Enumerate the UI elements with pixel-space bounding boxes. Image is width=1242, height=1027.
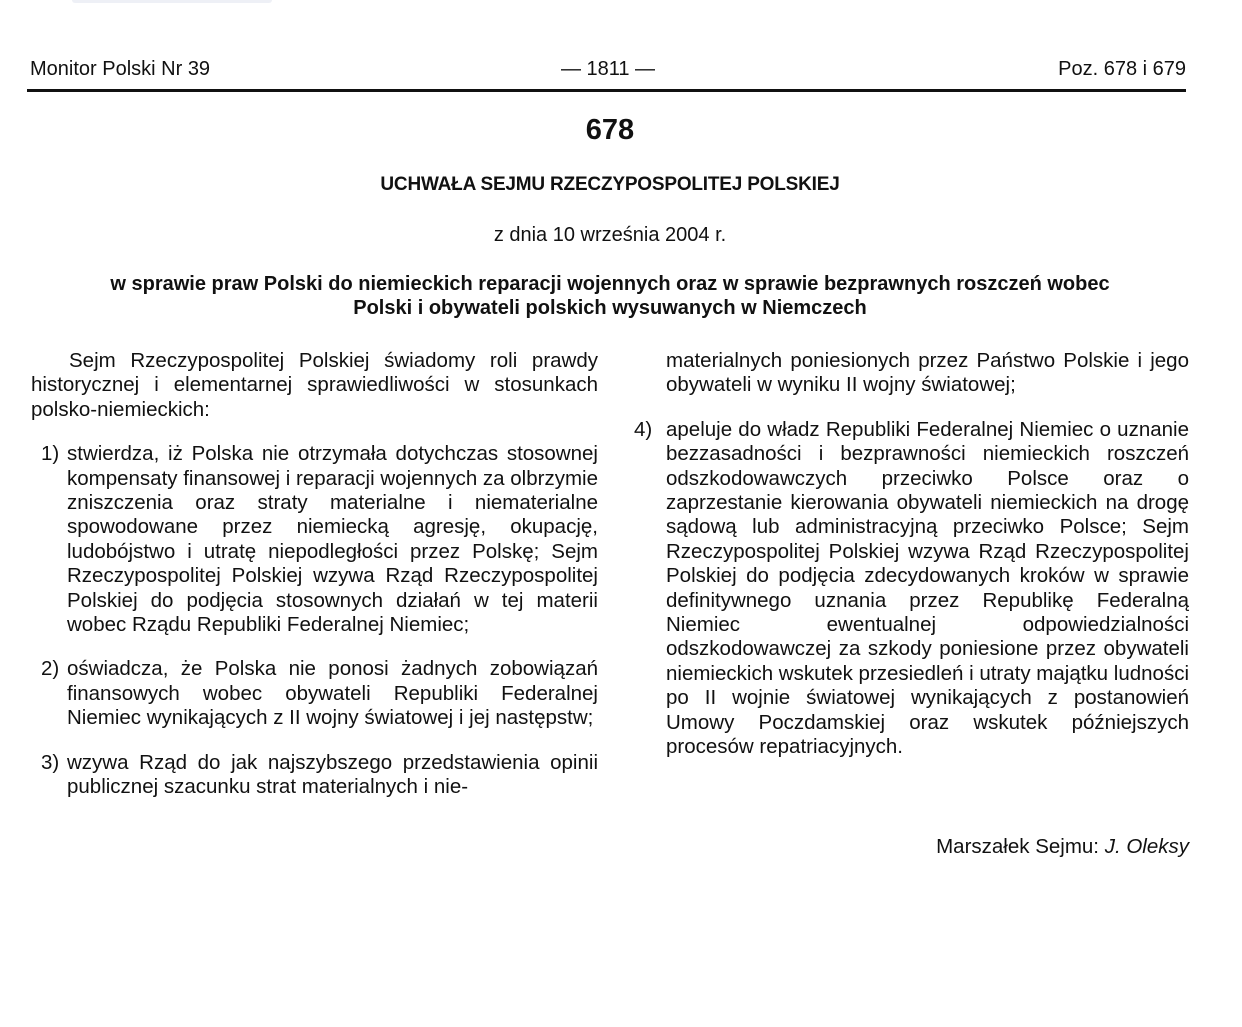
header-rule (27, 89, 1186, 92)
item-number: 2) (41, 657, 60, 681)
position-number: 678 (585, 114, 635, 146)
list-item-1 (31, 442, 598, 637)
item-number: 3) (41, 750, 60, 774)
act-subject-line-1: w sprawie praw Polski do niemieckich reparacji wojennych oraz w sprawie bezprawnych roszczeń wobec (110, 273, 1110, 295)
act-subject (40, 272, 1180, 320)
item-text: apeluje do władz Republiki Federalnej Niemiec o uznanie bezzasadności i bezprawności niemieckich roszczeń odszkodowawczych przeciwko Polsce oraz o zaprzestanie kierowania obywateli niemieckich na drogę sądową lub administracyjną przeciwko Polsce; Sejm Rzeczypospolitej Polskiej wzywa Rząd Rzeczypospolitej Polskiej do podjęcia zdecydowanych kroków w sprawie definitywnego uznania przez Republikę Federalną Niemiec ewentualnej odpowiedzialności odszkodowawczej za szkody poniesione przez obywateli niemieckich wskutek przesiedleń i utraty majątku ludności po II wojnie światowej wynikających z postanowień Umowy Poczdamskiej oraz wskutek późniejszych procesów repatriacyjnych. (666, 417, 1189, 759)
list-item-3 (31, 751, 598, 800)
signature (936, 835, 1189, 859)
act-subject-line-2: Polski i obywateli polskich wysuwanych w Niemczech (353, 297, 867, 319)
act-date: z dnia 10 września 2004 r. (493, 224, 727, 246)
right-column (634, 349, 1189, 780)
left-column (31, 349, 598, 820)
act-title: UCHWAŁA SEJMU RZECZYPOSPOLITEJ POLSKIEJ (380, 174, 840, 195)
window-tab-edge (72, 0, 272, 3)
page-number: — 1811 — (560, 58, 656, 80)
item-number: 1) (41, 442, 60, 466)
item-text: oświadcza, że Polska nie ponosi żadnych zobowiązań finansowych wobec obywateli Republiki Federalnej Niemiec wynikających z II wojny światowej i jej następstw; (67, 657, 598, 730)
signatory-role: Marszałek Sejmu: (936, 835, 1105, 858)
running-header (30, 58, 1186, 84)
list-item-3-continuation: materialnych poniesionych przez Państwo Polskie i jego obywateli w wyniku II wojny światowej; (666, 349, 1189, 397)
list-item-2 (31, 657, 598, 730)
item-text: stwierdza, iż Polska nie otrzymała dotychczas stosownej kompensaty finansowej i reparacji wojennych za olbrzymie zniszczenia oraz straty materialne i niematerialne spowodowane przez niemiecką agresję, okupację, ludobójstwo i utratę niepodległości przez Polskę; Sejm Rzeczypospolitej Polskiej wzywa Rząd Rzeczypospolitej Polskiej do podjęcia stosownych działań w tej materii wobec Rządu Republiki Federalnej Niemiec; (67, 442, 598, 637)
item-number: 4) (634, 417, 653, 441)
list-item-4 (634, 418, 1189, 760)
item-text: wzywa Rząd do jak najszybszego przedstawienia opinii publicznej szacunku strat materialnych i nie- (67, 750, 598, 799)
signatory-name: J. Oleksy (1104, 835, 1189, 858)
position-range: Poz. 678 i 679 (1058, 58, 1186, 80)
intro-paragraph: Sejm Rzeczypospolitej Polskiej świadomy roli prawdy historycznej i elementarnej sprawiedliwości w stosunkach polsko-niemieckich: (31, 349, 598, 421)
publication-name: Monitor Polski Nr 39 (30, 58, 211, 80)
